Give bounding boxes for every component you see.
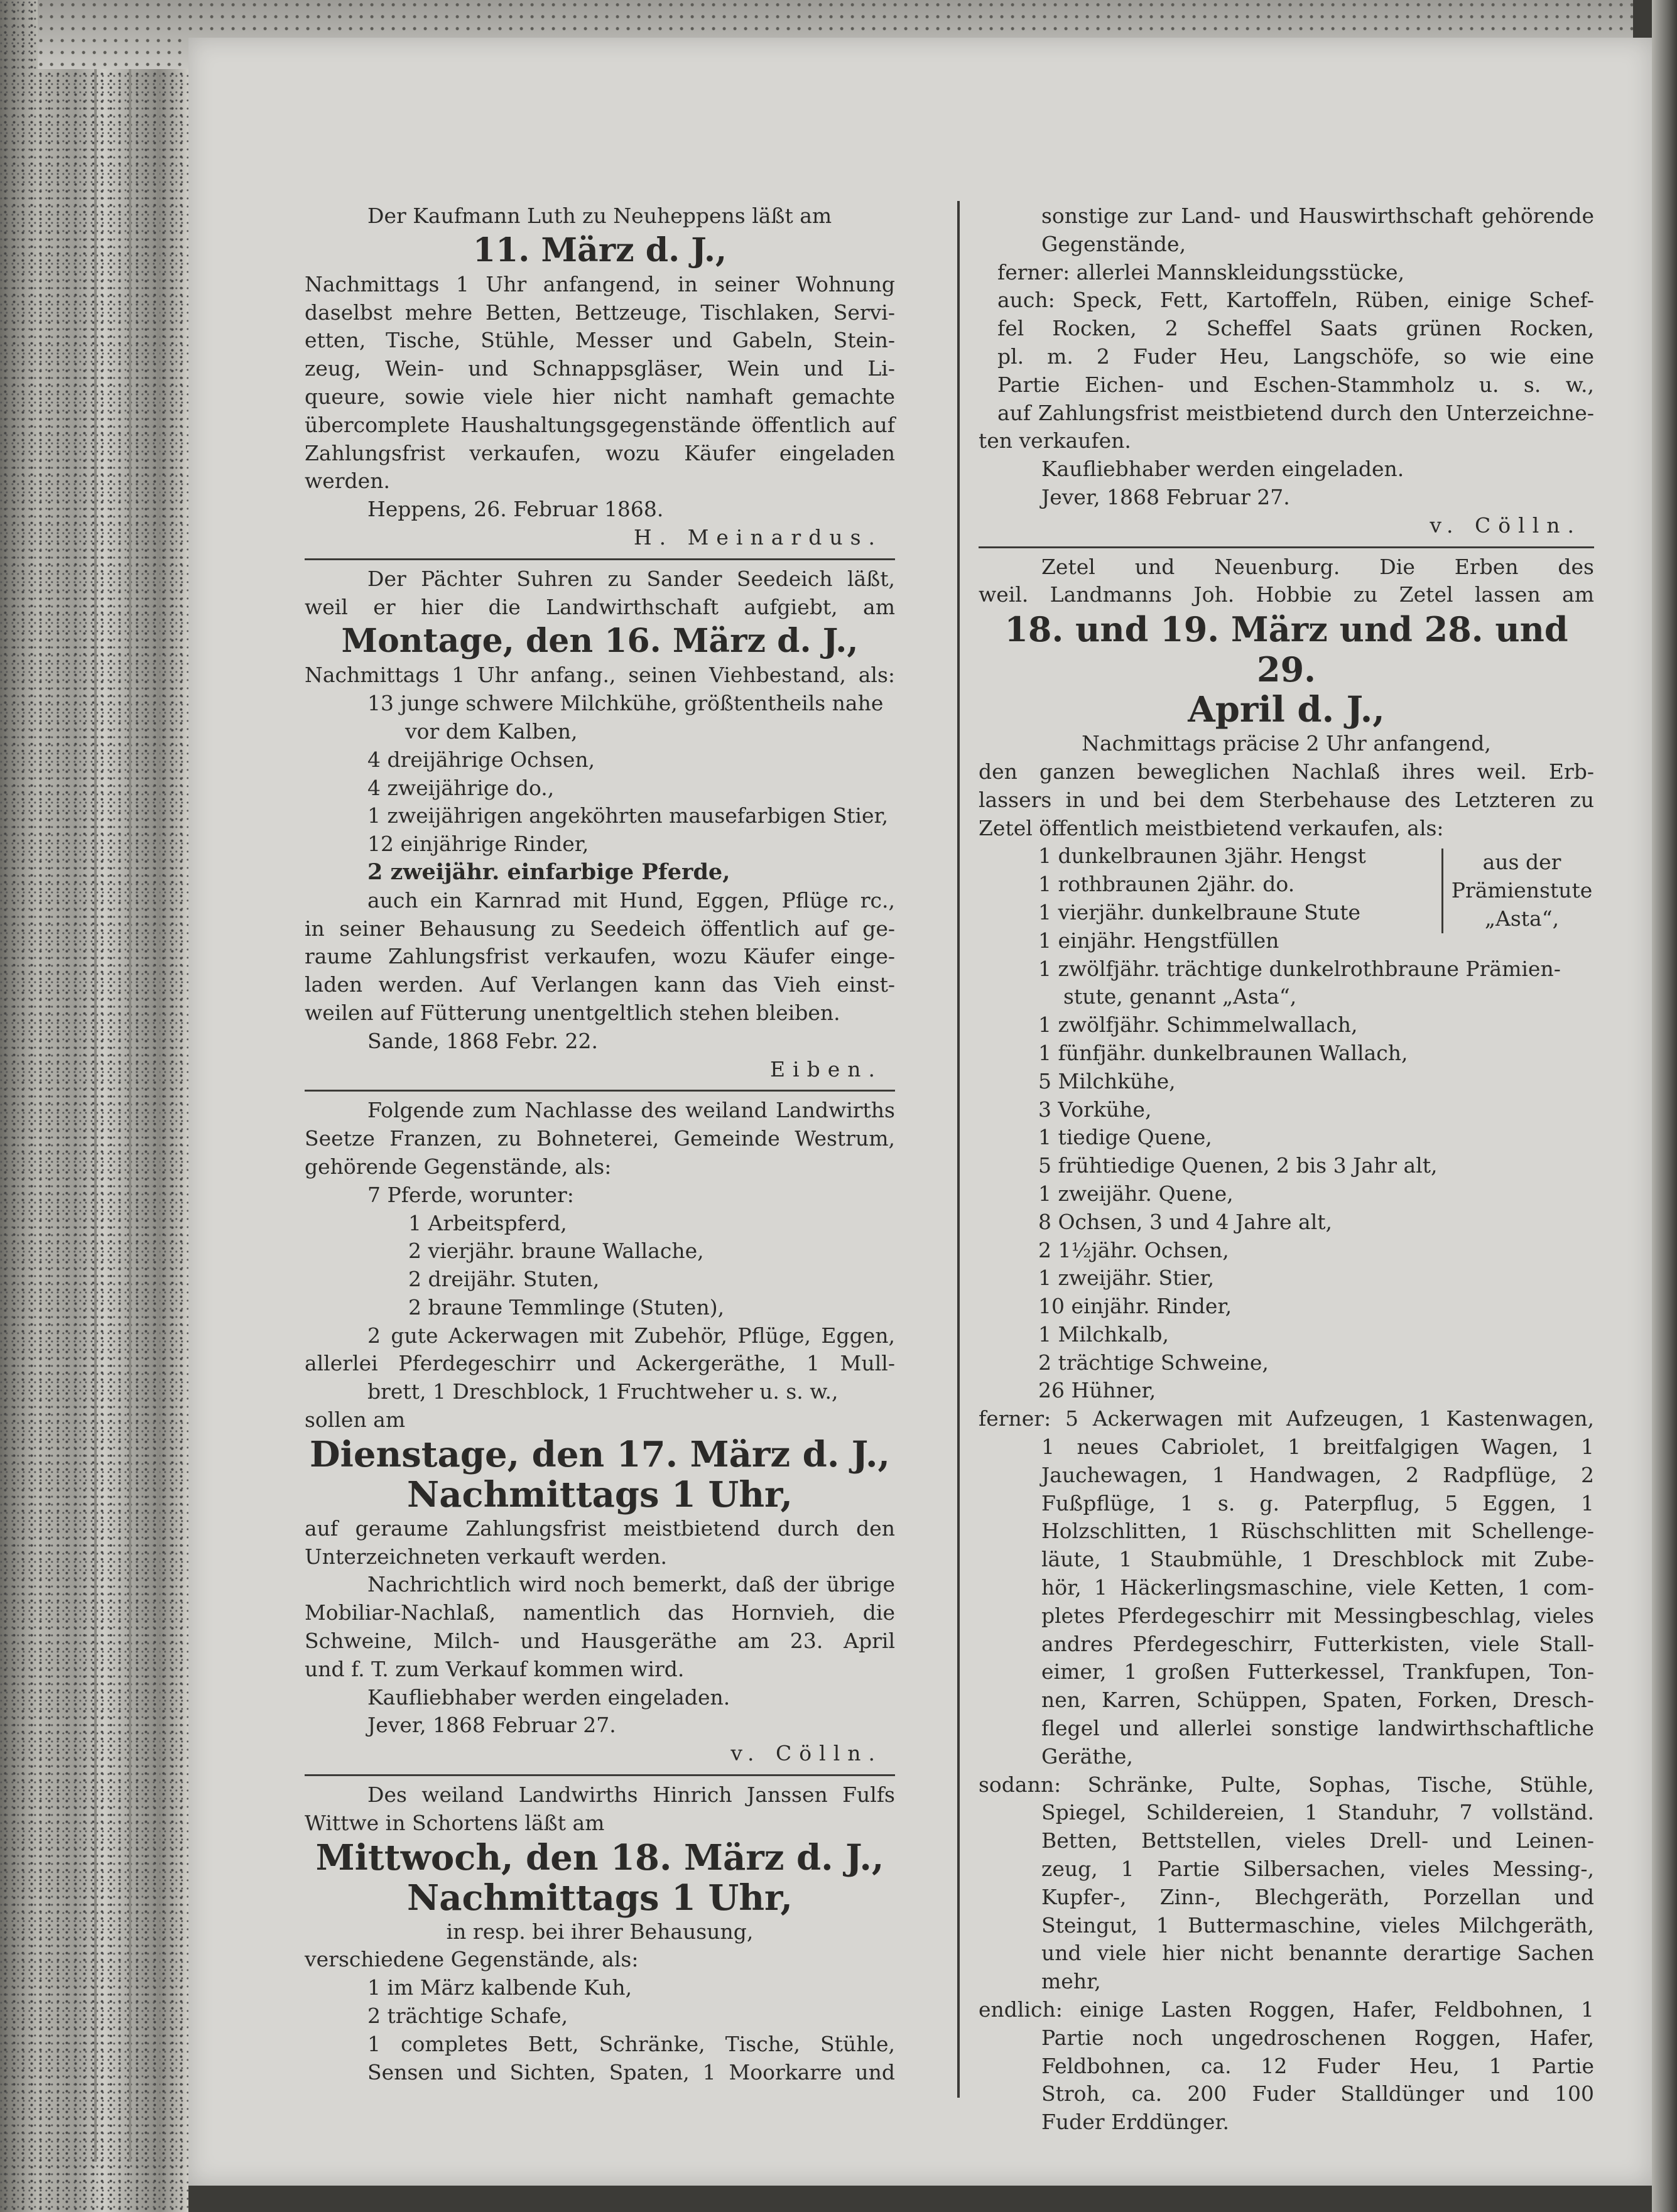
ad-sodann-last: mehr, [1041,1969,1101,1994]
ad-auch-last: ten verkaufen. [979,428,1131,453]
ad-intro: Der Kaufmann Luth zu Neuheppens läßt am [367,203,832,228]
text-line: Partie noch ungedroschenen Roggen, Hafer, [1041,2025,1594,2050]
text-line: 5 Milchkühe, [1038,1068,1176,1093]
ad-body [305,1322,895,1379]
text-line: flegel und allerlei sonstige landwirthschaftliche [1041,1716,1594,1741]
section-rule [979,546,1594,548]
text-line: laden werden. Auf Verlangen kann das Vieh einst- [305,972,895,997]
text-line: Steingut, 1 Buttermaschine, vieles Milchgeräth, [1041,1912,1594,1938]
text-line: weil er hier die Landwirthschaft aufgiebt, am [305,594,895,619]
text-line: 1 neues Cabriolet, 1 breitfalgigen Wagen, 1 [1041,1434,1594,1460]
text-line: und viele hier nicht benannte derartige Sachen [1041,1941,1594,1966]
text-line: 2 trächtige Schweine, [1038,1350,1269,1375]
ad-date: 18. und 19. März und 28. und 29. [1004,609,1568,690]
ad-sollen: sollen am [305,1407,406,1433]
text-line: 2 vierjähr. braune Wallache, [408,1239,704,1264]
text-line: 4 dreijährige Ochsen, [367,747,595,772]
ad-endlich-last: Fuder Erddünger. [1041,2110,1229,2135]
ad-endlich [979,1996,1594,2108]
ad-auch [979,286,1594,427]
text-line: sonstige zur Land- und Hauswirthschaft gehörende [1041,203,1594,228]
text-line: 2 gute Ackerwagen mit Zubehör, Pflüge, Eggen, [367,1323,895,1348]
text-line: Nachmittags 1 Uhr anfangend, in seiner Wohnung [305,271,895,296]
horse-list [979,842,1594,955]
ad-place-date: Sande, 1868 Febr. 22. [367,1028,598,1053]
ad-line: in resp. bei ihrer Behausung, [446,1919,754,1944]
ad-suhren [305,565,895,1084]
text-line: 1 einjähr. Hengstfüllen [1038,928,1279,953]
ad-ferner-last: Geräthe, [1041,1743,1133,1769]
text-line: Schweine, Milch- und Hausgeräthe am 23. April [305,1629,895,1654]
section-rule [305,1090,895,1092]
ad-item-list [979,955,1594,1406]
text-line: weil. Landmanns Joh. Hobbie zu Zetel lassen am [979,582,1594,607]
ad-franzen [305,1097,895,1768]
text-line: lassers in und bei dem Sterbehause des Letzteren zu [979,787,1594,812]
ad-invite: Kaufliebhaber werden eingeladen. [1041,457,1404,482]
ad-body-last: Gegenstände, [1041,231,1186,256]
text-line: 26 Hühner, [1038,1378,1156,1403]
ad-item-list [979,842,1415,955]
text-line: Zahlungsfrist verkaufen, wozu Käufer eingeladen [305,440,895,465]
ad-item-list [305,2030,895,2087]
text-line: fel Rocken, 2 Scheffel Saats grünen Rocken, [997,316,1594,341]
text-line: 13 junge schwere Milchkühe, größtentheils nahe [367,691,884,716]
ad-ferner [979,1405,1594,1743]
text-line: vor dem Kalben, [405,718,578,744]
ad-body-last: Wittwe in Schortens läßt am [305,1810,605,1835]
text-line: läute, 1 Staubmühle, 1 Dreschblock mit Zube- [1041,1547,1594,1572]
ad-body-last: Zetel öffentlich meistbietend verkaufen, als: [979,815,1444,840]
text-line: Des weiland Landwirths Hinrich Janssen Fulfs [367,1782,895,1808]
text-line: Seetze Franzen, zu Bohneterei, Gemeinde Westrum, [305,1126,895,1151]
text-line: zeug, 1 Partie Silbersachen, vieles Messing-, [1041,1857,1594,1882]
text-line: sodann: Schränke, Pulte, Sophas, Tische, Stühle, [979,1772,1594,1797]
ad-item-list [305,1210,895,1322]
text-line: 1 Milchkalb, [1038,1321,1169,1347]
text-line: raume Zahlungsfrist verkaufen, wozu Käufer einge- [305,944,895,969]
text-line: 3 Vorkühe, [1038,1097,1152,1122]
text-line: 8 Ochsen, 3 und 4 Jahre alt, [1038,1209,1332,1234]
text-line: 1 vierjähr. dunkelbraune Stute [1038,899,1360,924]
ad-date: Mittwoch, den 18. März d. J., [315,1836,884,1879]
ad-date: Montage, den 16. März d. J., [341,622,859,661]
section-rule [305,1774,895,1776]
text-line: 2 trächtige Schafe, [367,2003,568,2029]
ad-time: Nachmittags 1 Uhr, [407,1473,793,1515]
ad-signature: Eiben. [769,1056,882,1082]
text-line: Folgende zum Nachlasse des weiland Landwirths [367,1098,895,1123]
text-line: 10 einjähr. Rinder, [1038,1294,1232,1319]
ad-item-list [305,1974,895,2030]
text-line: 1 Arbeitspferd, [408,1210,567,1235]
ad-signature: v. Cölln. [730,1741,882,1766]
text-line: in seiner Behausung zu Seedeich öffentlich auf ge- [305,916,895,941]
text-line: Kupfer-, Zinn-, Blechgeräth, Porzellan und [1041,1884,1594,1909]
ad-horses-head: 7 Pferde, worunter: [367,1182,574,1207]
ad-date: Dienstage, den 17. März d. J., [310,1433,890,1475]
text-line: 1 completes Bett, Schränke, Tische, Stühle, [367,2031,895,2056]
text-line: Feldbohnen, ca. 12 Fuder Heu, 1 Partie [1041,2053,1594,2078]
text-line: 1 zweijähr. Quene, [1038,1181,1234,1206]
text-line: daselbst mehre Betten, Bettzeuge, Tischlaken, Servi- [305,300,895,325]
text-line: pl. m. 2 Fuder Heu, Langschöfe, so wie eine [997,344,1594,369]
ad-body [305,1097,895,1153]
text-line: pletes Pferdegeschirr mit Messingbeschlag, vieles [1041,1603,1594,1628]
ad-item-list [305,690,895,859]
ad-body [305,565,895,622]
text-line: den ganzen beweglichen Nachlaß ihres weil. Erb- [979,759,1594,784]
text-line: „Asta“, [1484,906,1560,931]
text-line: Jauchewagen, 1 Handwagen, 2 Radpflüge, 2 [1041,1462,1594,1487]
ad-date: April d. J., [1188,689,1385,731]
ad-line: Nachmittags 1 Uhr anfang., seinen Viehbestand, als: [305,663,895,688]
ad-body [305,1781,895,1809]
ad-place-date: Heppens, 26. Februar 1868. [367,497,664,522]
text-line: 1 dunkelbraunen 3jähr. Hengst [1038,843,1366,869]
text-line: 1 im März kalbende Kuh, [367,1975,632,2000]
ad-luth [305,202,895,552]
text-line: nen, Karren, Schüppen, Spaten, Forken, Dresch- [1041,1688,1594,1713]
text-line: 1 fünfjähr. dunkelbraunen Wallach, [1038,1040,1408,1065]
text-line: etten, Tische, Stühle, Messer und Gabeln, Stein- [305,328,895,353]
text-line: Sensen und Sichten, Spaten, 1 Moorkarre und [367,2059,895,2085]
ad-body [979,758,1594,815]
ad-place-date: Jever, 1868 Februar 27. [1041,484,1290,509]
ad-horses: 2 zweijähr. einfarbige Pferde, [367,859,730,885]
ad-body-last: weilen auf Fütterung unentgeltlich stehen bleiben. [305,1000,840,1025]
text-line: 1 zwölfjähr. Schimmelwallach, [1038,1012,1358,1038]
ad-place-date: Jever, 1868 Februar 27. [367,1713,616,1738]
text-line: Holzschlitten, 1 Rüschschlitten mit Schellenge- [1041,1519,1594,1544]
ad-date: 11. März d. J., [472,230,727,269]
text-line: allerlei Pferdegeschirr und Ackergeräthe, 1 Mull- [305,1351,895,1376]
text-line: Stroh, ca. 200 Fuder Stalldünger und 100 [1041,2081,1594,2106]
text-line: auch: Speck, Fett, Kartoffeln, Rüben, einige Schef- [997,288,1594,313]
text-line: Fußpflüge, 1 s. g. Paterpflug, 5 Eggen, 1 [1041,1490,1594,1515]
text-line: 12 einjährige Rinder, [367,832,589,857]
ad-body-last: brett, 1 Dreschblock, 1 Fruchtweher u. s. w., [367,1379,839,1404]
text-line: übercomplete Haushaltungsgegenstände öffentlich auf [305,412,895,437]
ad-body-last: gehörende Gegenstände, als: [305,1154,612,1179]
ad-sodann [979,1771,1594,1968]
ad-body [979,202,1594,230]
brace-note [1441,848,1594,933]
ad-body-last: Unterzeichneten verkauft werden. [305,1544,667,1569]
ad-body [305,271,895,468]
text-line: 5 frühtiedige Quenen, 2 bis 3 Jahr alt, [1038,1153,1438,1178]
text-line: 2 braune Temmlinge (Stuten), [408,1294,725,1320]
text-line: auch ein Karnrad mit Hund, Eggen, Pflüge rc., [367,887,895,913]
text-line: Der Pächter Suhren zu Sander Seedeich läßt, [367,566,895,591]
text-line: Prämienstute [1451,878,1593,903]
text-line: eimer, 1 großen Futterkessel, Trankfupen, Ton- [1041,1659,1594,1684]
text-line: andres Pferdegeschirr, Futterkisten, viele Stall- [1041,1631,1594,1656]
ad-continued [979,202,1594,540]
section-rule [305,558,895,560]
ad-body: auf geraume Zahlungsfrist meistbietend durch den [305,1515,895,1541]
text-line: 4 zweijährige do., [367,775,555,800]
text-line: zeug, Wein- und Schnappsgläser, Wein und Li- [305,356,895,381]
ad-hobbie [979,553,1594,2137]
ad-body-last: werden. [305,469,390,494]
column-divider [957,201,960,2098]
ad-signature: v. Cölln. [1430,512,1582,538]
text-line: 1 tiedige Quene, [1038,1125,1212,1150]
text-line: endlich: einige Lasten Roggen, Hafer, Feldbohnen, 1 [979,1997,1594,2022]
text-line: auf Zahlungsfrist meistbietend durch den Unterzeichne- [997,400,1594,425]
text-line: stute, genannt „Asta“, [1063,984,1297,1009]
right-column [979,202,1594,2137]
text-line: 1 rothbraunen 2jähr. do. [1038,872,1295,897]
book-edge-left [0,0,188,2212]
text-line: 1 zweijährigen angeköhrten mausefarbigen Stier, [367,803,889,828]
text-line: aus der [1482,850,1561,875]
text-line: Nachrichtlich wird noch bemerkt, daß der übrige [367,1572,895,1597]
ad-note [305,1571,895,1655]
text-line: Partie Eichen- und Eschen-Stammholz u. s. w., [997,372,1594,397]
text-line: 2 dreijähr. Stuten, [408,1267,600,1292]
ad-body [979,553,1594,610]
ad-note-last: und f. T. zum Verkauf kommen wird. [305,1656,685,1681]
ad-signature: H. Meinardus. [633,524,882,550]
text-line: 2 1½jähr. Ochsen, [1038,1237,1229,1262]
text-line: ferner: 5 Ackerwagen mit Aufzeugen, 1 Kastenwagen, [979,1406,1594,1431]
ad-janssen [305,1781,895,2086]
text-line: 1 zweijähr. Stier, [1038,1266,1215,1291]
book-edge-right [1652,0,1677,2212]
ad-invite: Kaufliebhaber werden eingeladen. [367,1684,730,1710]
text-line: Betten, Bettstellen, vieles Drell- und Leinen- [1041,1828,1594,1853]
ad-line: verschiedene Gegenstände, als: [305,1947,639,1972]
ad-ferner: ferner: allerlei Mannskleidungsstücke, [997,259,1405,285]
left-column [305,202,895,2086]
ad-time: Nachmittags 1 Uhr, [407,1877,793,1919]
text-line: Mobiliar-Nachlaß, namentlich das Hornvieh, die [305,1600,895,1625]
text-line: Spiegel, Schildereien, 1 Standuhr, 7 vollständ. [1041,1800,1594,1825]
text-line: hör, 1 Häckerlingsmaschine, viele Ketten, 1 com- [1041,1575,1594,1600]
text-line: queure, sowie viele hier nicht namhaft gemachte [305,384,895,409]
ad-body [305,887,895,999]
ad-time: Nachmittags präcise 2 Uhr anfangend, [1082,731,1491,756]
text-line: Zetel und Neuenburg. Die Erben des [1041,554,1594,579]
text-line: 1 zwölfjähr. trächtige dunkelrothbraune Prämien- [1038,956,1561,981]
